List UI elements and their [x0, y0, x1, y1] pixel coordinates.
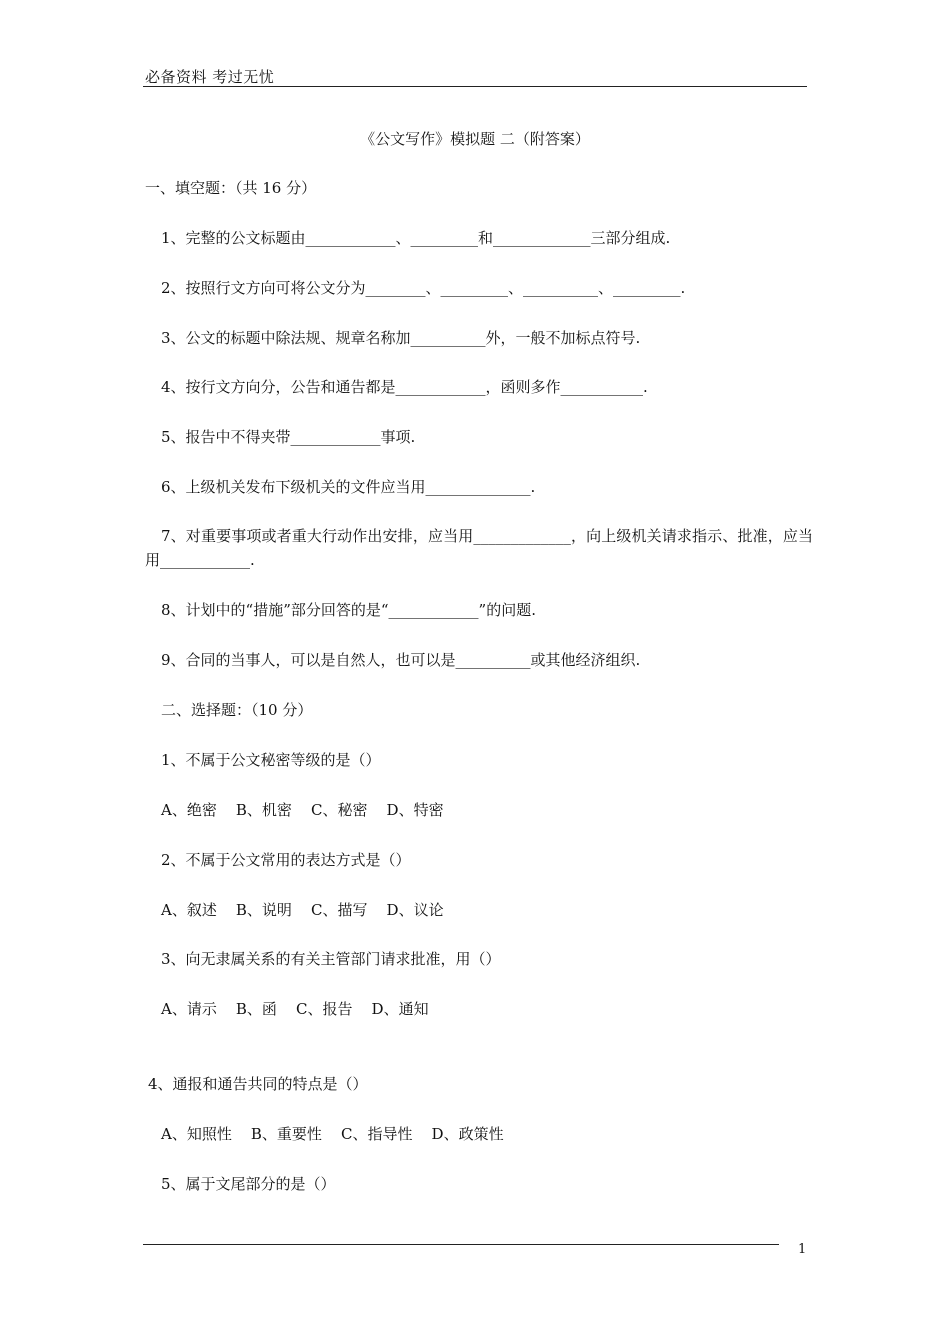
- question-item: 9、合同的当事人，可以是自然人，也可以是__________或其他经济组织.: [161, 651, 641, 669]
- question-item: 2、不属于公文常用的表达方式是（）: [161, 851, 411, 869]
- question-item: 4、通报和通告共同的特点是（）: [148, 1075, 368, 1093]
- document-title: 《公文写作》模拟题 二（附答案）: [360, 130, 590, 148]
- page-number: 1: [798, 1242, 807, 1257]
- options-line: A、绝密 B、机密 C、秘密 D、特密: [161, 801, 444, 819]
- options-line: A、请示 B、函 C、报告 D、通知: [161, 1000, 429, 1018]
- question-item: 7、对重要事项或者重大行动作出安排，应当用_____________，向上级机关请求指示、批准，应当用____________.: [145, 527, 813, 569]
- header-divider: [143, 86, 807, 87]
- question-item: 3、公文的标题中除法规、规章名称加__________外，一般不加标点符号.: [161, 329, 641, 347]
- header-text: 必备资料 考过无忧: [145, 68, 275, 86]
- question-item: 1、不属于公文秘密等级的是（）: [161, 751, 381, 769]
- question-item: 5、属于文尾部分的是（）: [161, 1175, 336, 1193]
- question-item: 1、完整的公文标题由____________、_________和_____________三部分组成.: [161, 229, 671, 247]
- question-item: 4、按行文方向分，公告和通告都是____________，函则多作___________.: [161, 378, 648, 396]
- footer-divider: [143, 1244, 779, 1245]
- options-line: A、叙述 B、说明 C、描写 D、议论: [161, 901, 444, 919]
- section-heading-fill-in: 一、填空题：（共 16 分）: [145, 179, 317, 197]
- question-item: 3、向无隶属关系的有关主管部门请求批准，用（）: [161, 950, 501, 968]
- options-line: A、知照性 B、重要性 C、指导性 D、政策性: [161, 1125, 504, 1143]
- section-heading-multiple-choice: 二、选择题：（10 分）: [161, 701, 313, 719]
- question-item: 5、报告中不得夹带____________事项.: [161, 428, 416, 446]
- question-item: 6、上级机关发布下级机关的文件应当用______________.: [161, 478, 536, 496]
- question-item: 2、按照行文方向可将公文分为________、_________、__________、_________.: [161, 279, 686, 297]
- question-item: 8、计划中的“措施”部分回答的是“____________”的问题.: [161, 601, 536, 619]
